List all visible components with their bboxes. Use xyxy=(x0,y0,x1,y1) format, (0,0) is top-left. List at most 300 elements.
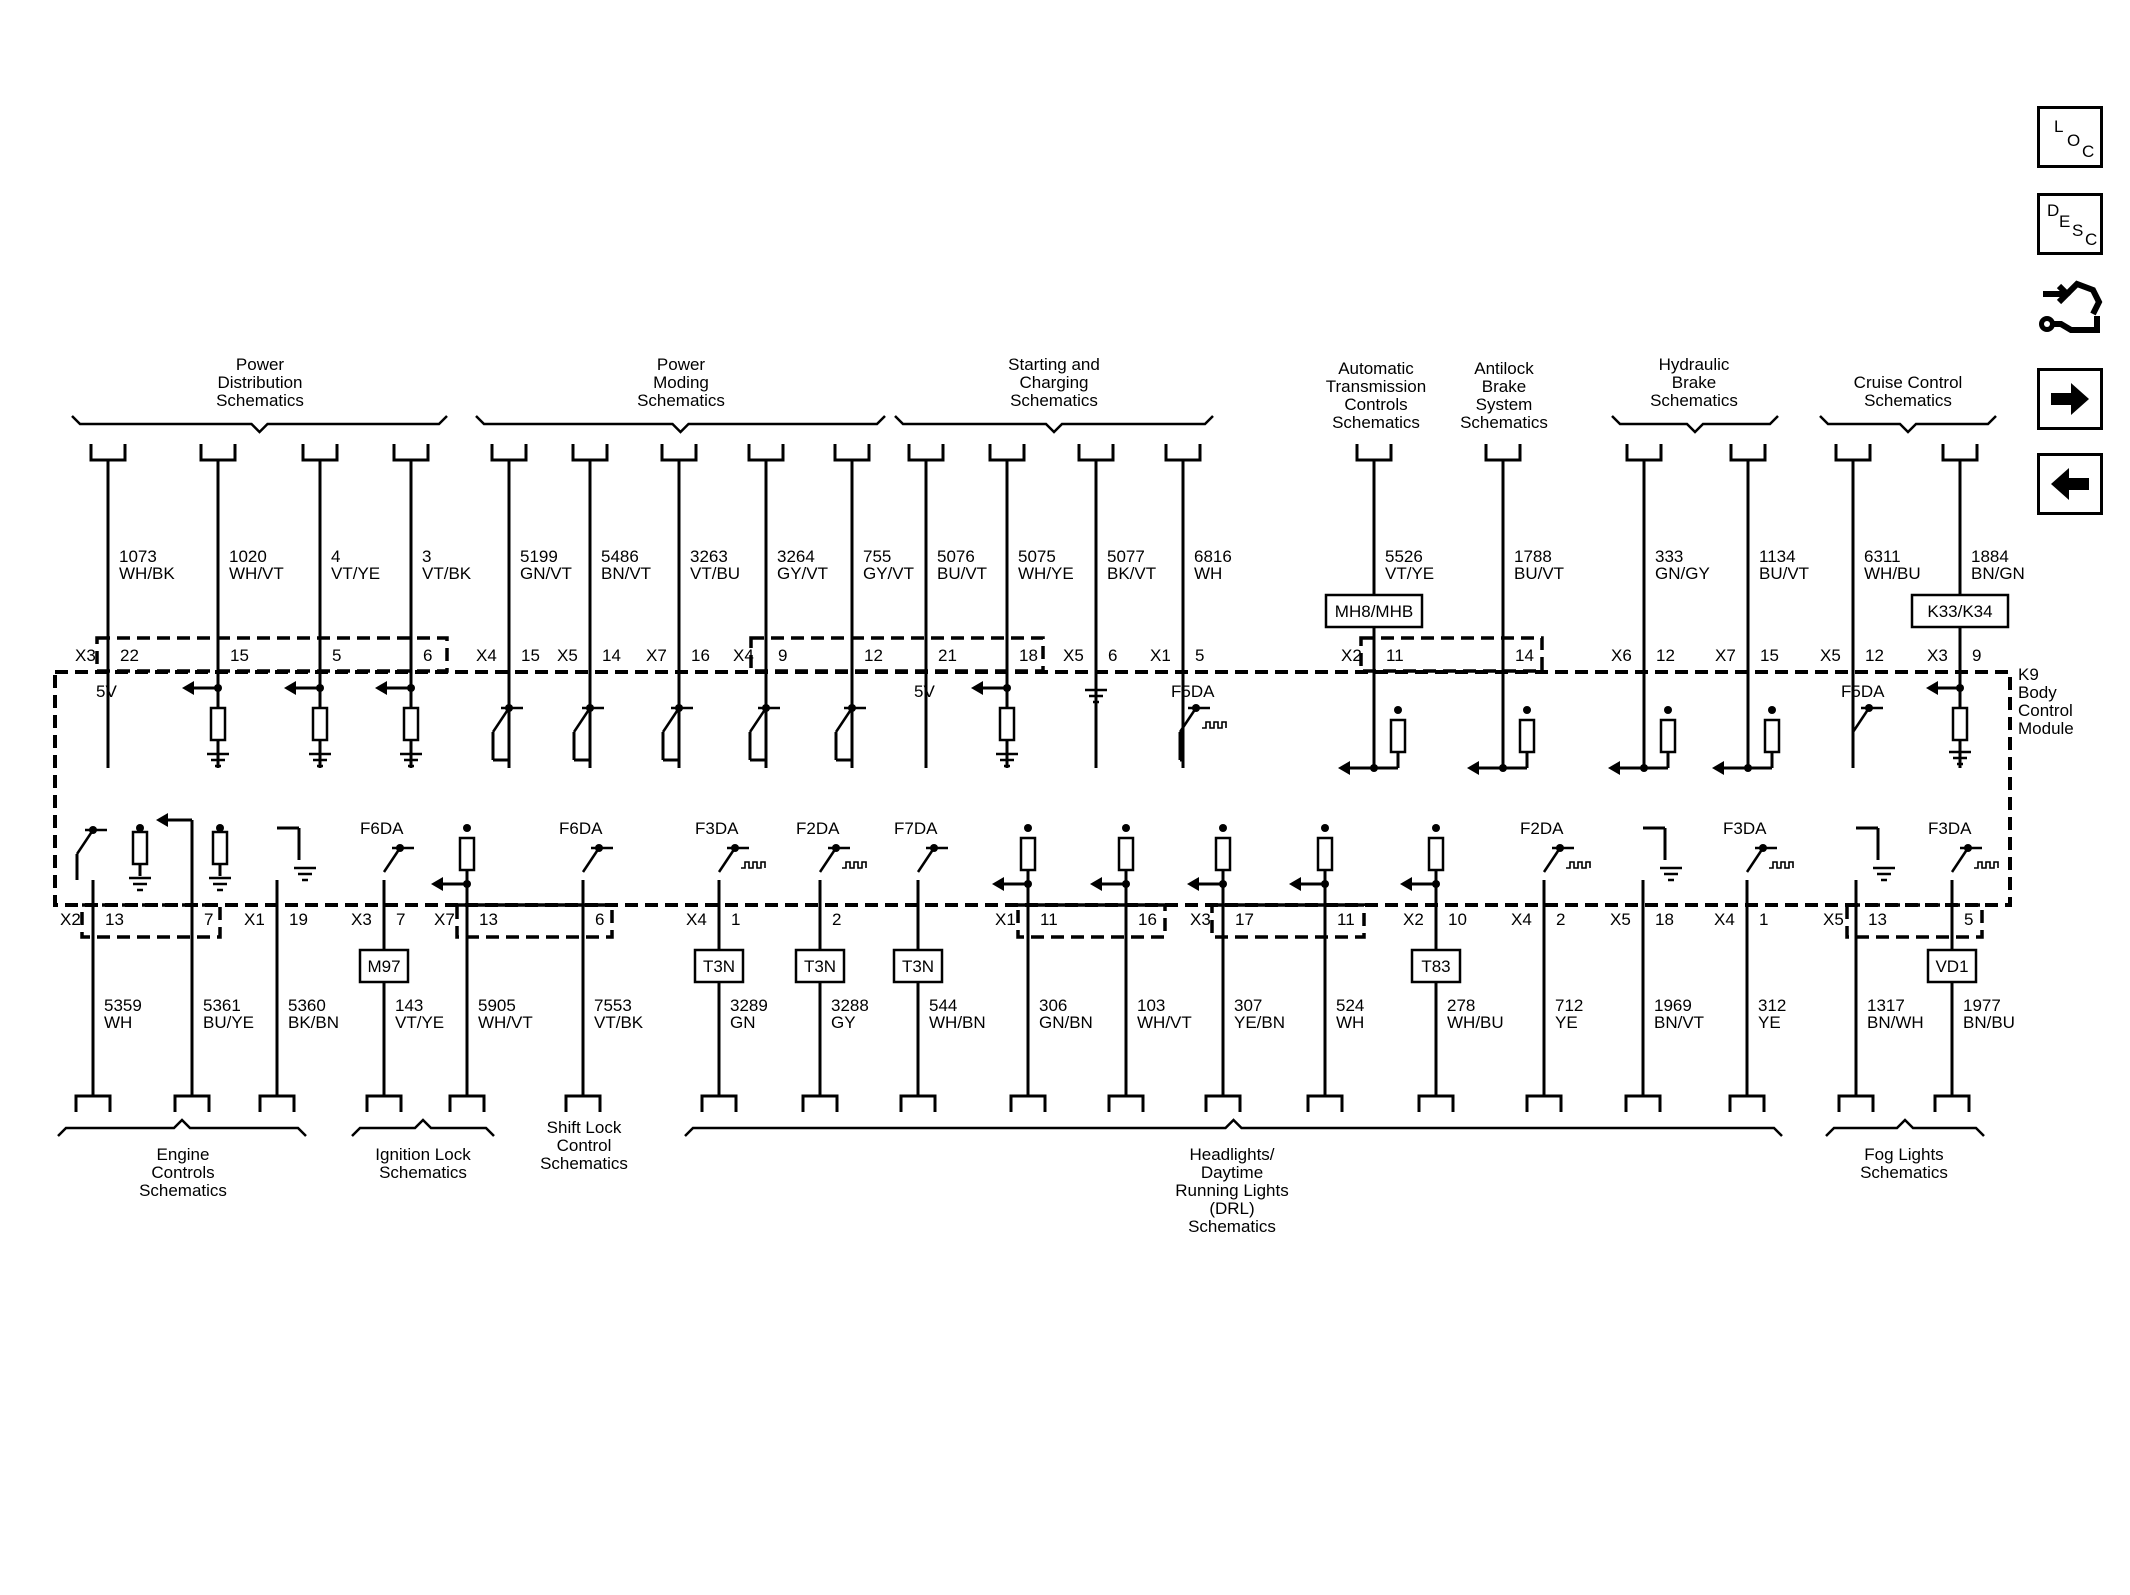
module-name-line: Module xyxy=(2018,719,2074,738)
pin-number: 9 xyxy=(778,646,788,665)
top-connector xyxy=(909,444,943,460)
wire-color-code: BU/VT xyxy=(1759,564,1810,583)
arrow-head xyxy=(182,681,194,695)
group-title-line: Power xyxy=(235,355,285,374)
wire-color-code: YE xyxy=(1758,1013,1781,1032)
group-title-line: Schematics xyxy=(1188,1217,1276,1236)
junction-dot xyxy=(1664,706,1672,714)
wire-color-code: VT/YE xyxy=(395,1013,445,1032)
wire-circuit-number: 6816 xyxy=(1194,547,1232,566)
connector-id: X1 xyxy=(995,910,1016,929)
wire-circuit-number: 4 xyxy=(331,547,341,566)
pin-number: 1 xyxy=(731,910,741,929)
wire-circuit-number: 3 xyxy=(422,547,432,566)
bottom-group-brace xyxy=(352,1120,494,1136)
wire-color-code: WH/VT xyxy=(1137,1013,1192,1032)
switch-blade xyxy=(719,848,735,872)
switch-blade xyxy=(583,848,599,872)
loc-letter: O xyxy=(2067,131,2081,150)
bottom-connector xyxy=(1839,1096,1873,1112)
wire-color-code: GY/VT xyxy=(863,564,915,583)
junction-dot xyxy=(216,824,224,832)
junction-dot xyxy=(1024,824,1032,832)
pin-number: 5 xyxy=(1964,910,1974,929)
circuit-id-label: F3DA xyxy=(1723,819,1767,838)
junction-dot xyxy=(1370,764,1378,772)
group-title-line: Distribution xyxy=(217,373,303,392)
resistor-symbol xyxy=(211,708,225,740)
wire-color-code: WH/VT xyxy=(229,564,284,583)
bottom-connector xyxy=(260,1096,294,1112)
component-box-label: T3N xyxy=(803,957,837,976)
pin-number: 14 xyxy=(1515,646,1534,665)
pin-number: 21 xyxy=(938,646,957,665)
wire-color-code: BN/BU xyxy=(1963,1013,2015,1032)
wire-color-code: WH/VT xyxy=(478,1013,533,1032)
top-connector xyxy=(1486,444,1520,460)
arrow-left-icon xyxy=(2047,464,2093,504)
top-connector xyxy=(990,444,1024,460)
group-title-line: Schematics xyxy=(1860,1163,1948,1182)
switch-blade xyxy=(918,848,934,872)
circuit-id-label: F2DA xyxy=(796,819,840,838)
wire-color-code: VT/YE xyxy=(331,564,381,583)
wire-circuit-number: 143 xyxy=(395,996,424,1015)
wire-color-code: VT/BK xyxy=(594,1013,644,1032)
wire-color-code: GY/VT xyxy=(777,564,829,583)
group-title-line: Daytime xyxy=(1200,1163,1264,1182)
bottom-connector xyxy=(901,1096,935,1112)
pin-number: 9 xyxy=(1972,646,1982,665)
switch-blade xyxy=(750,708,766,732)
bottom-connector xyxy=(1109,1096,1143,1112)
resistor-symbol xyxy=(1765,720,1779,752)
pin-number: 2 xyxy=(1556,910,1566,929)
wire-circuit-number: 5199 xyxy=(520,547,558,566)
arrow-head xyxy=(1400,877,1412,891)
wire-color-code: BN/VT xyxy=(601,564,652,583)
pin-number: 17 xyxy=(1235,910,1254,929)
bottom-connector xyxy=(450,1096,484,1112)
junction-dot xyxy=(1432,824,1440,832)
group-title-line: Schematics xyxy=(1650,391,1738,410)
resistor-symbol xyxy=(460,838,474,870)
top-group-brace xyxy=(895,416,1213,432)
loc-letter: L xyxy=(2054,117,2064,136)
junction-dot xyxy=(1321,824,1329,832)
pin-number: 7 xyxy=(396,910,406,929)
bottom-connector xyxy=(1011,1096,1045,1112)
top-connector xyxy=(662,444,696,460)
group-title-line: Headlights/ xyxy=(1189,1145,1275,1164)
top-group-title xyxy=(1650,355,1738,410)
pin-number: 14 xyxy=(602,646,621,665)
bottom-connector xyxy=(702,1096,736,1112)
group-title-line: Engine xyxy=(156,1145,210,1164)
group-title-line: Schematics xyxy=(1460,413,1548,432)
desc-letter: C xyxy=(2085,230,2098,249)
wire-circuit-number: 6311 xyxy=(1864,547,1901,566)
pwm-symbol xyxy=(1202,722,1226,728)
wire-color-code: BN/WH xyxy=(1867,1013,1924,1032)
wire-circuit-number: 1073 xyxy=(119,547,157,566)
top-connector xyxy=(394,444,428,460)
arrow-head xyxy=(1608,761,1620,775)
arrow-head xyxy=(1712,761,1724,775)
group-title-line: Cruise Control xyxy=(1853,373,1963,392)
top-group-title xyxy=(637,355,725,410)
switch-blade xyxy=(836,708,852,732)
group-title-line: Hydraulic xyxy=(1658,355,1730,374)
top-group-brace xyxy=(1820,416,1996,432)
group-title-line: Schematics xyxy=(1010,391,1098,410)
desc-button[interactable] xyxy=(2037,193,2103,255)
connector-id: X5 xyxy=(1820,646,1841,665)
bottom-group-title xyxy=(139,1145,227,1200)
connector-id: X3 xyxy=(351,910,372,929)
wire-color-code: GN/GY xyxy=(1655,564,1710,583)
voltage-label: 5V xyxy=(914,682,935,701)
arrow-head xyxy=(375,681,387,695)
top-connector xyxy=(835,444,869,460)
circuit-id-label: F3DA xyxy=(695,819,739,838)
junction-dot xyxy=(1640,764,1648,772)
connector-id: X1 xyxy=(1150,646,1171,665)
pin-number: 6 xyxy=(595,910,605,929)
group-title-line: Brake xyxy=(1671,373,1717,392)
connector-id: X5 xyxy=(1610,910,1631,929)
wire-color-code: VT/BU xyxy=(690,564,741,583)
group-title-line: Antilock xyxy=(1474,359,1534,378)
bottom-connector xyxy=(367,1096,401,1112)
top-connector xyxy=(1079,444,1113,460)
arrow-head xyxy=(431,877,443,891)
group-title-line: Charging xyxy=(1019,373,1089,392)
wire-circuit-number: 1884 xyxy=(1971,547,2009,566)
arrow-head xyxy=(1926,681,1938,695)
wire-circuit-number: 3264 xyxy=(777,547,815,566)
wire-circuit-number: 3288 xyxy=(831,996,869,1015)
switch-blade xyxy=(574,708,590,732)
resistor-symbol xyxy=(1520,720,1534,752)
wire-color-code: WH/BU xyxy=(1447,1013,1504,1032)
wire-circuit-number: 524 xyxy=(1336,996,1365,1015)
top-connector xyxy=(303,444,337,460)
resistor-symbol xyxy=(1216,838,1230,870)
bottom-group-title xyxy=(1175,1145,1288,1236)
pin-number: 16 xyxy=(691,646,710,665)
switch-blade xyxy=(663,708,679,732)
top-connector xyxy=(1943,444,1977,460)
pin-number: 6 xyxy=(1108,646,1118,665)
wire-circuit-number: 755 xyxy=(863,547,892,566)
connector-id: X5 xyxy=(557,646,578,665)
top-connector xyxy=(1357,444,1391,460)
top-connector xyxy=(91,444,125,460)
desc-letter: E xyxy=(2059,212,2071,231)
arrow-head xyxy=(284,681,296,695)
switch-blade xyxy=(820,848,836,872)
connector-id: X4 xyxy=(476,646,497,665)
pin-number: 22 xyxy=(120,646,139,665)
wire-circuit-number: 5077 xyxy=(1107,547,1145,566)
resistor-symbol xyxy=(1119,838,1133,870)
bottom-connector xyxy=(1626,1096,1660,1112)
wire-circuit-number: 7553 xyxy=(594,996,632,1015)
switch-blade xyxy=(1544,848,1560,872)
wire-color-code: WH/YE xyxy=(1018,564,1074,583)
group-title-line: Power xyxy=(656,355,706,374)
input-switch xyxy=(583,844,613,872)
group-title-line: System xyxy=(1475,395,1533,414)
group-title-line: Transmission xyxy=(1325,377,1427,396)
connector-id: X2 xyxy=(60,910,81,929)
ground-symbol xyxy=(209,878,231,890)
wire-circuit-number: 1020 xyxy=(229,547,267,566)
pwm-switch xyxy=(1180,704,1226,732)
wire-circuit-number: 312 xyxy=(1758,996,1787,1015)
bottom-connector xyxy=(1935,1096,1969,1112)
group-title-line: Schematics xyxy=(540,1154,628,1173)
circuit-id-label: F5DA xyxy=(1841,682,1885,701)
wire-circuit-number: 5075 xyxy=(1018,547,1056,566)
wire-circuit-number: 5359 xyxy=(104,996,142,1015)
switch-blade xyxy=(77,830,93,854)
arrow-head xyxy=(1090,877,1102,891)
input-switch xyxy=(77,826,107,854)
bottom-connector xyxy=(76,1096,110,1112)
desc-letter: D xyxy=(2047,201,2060,220)
pwm-switch xyxy=(1544,844,1590,872)
connector-id: X3 xyxy=(1927,646,1948,665)
junction-dot xyxy=(1744,764,1752,772)
connector-id: X5 xyxy=(1063,646,1084,665)
connector-id: X4 xyxy=(733,646,754,665)
arrow-head xyxy=(992,877,1004,891)
top-group-title xyxy=(1460,359,1548,432)
switch-blade xyxy=(1952,848,1968,872)
ground-symbol xyxy=(294,868,316,880)
component-box-label: VD1 xyxy=(1935,957,1969,976)
junction-dot xyxy=(1122,824,1130,832)
connector-housing-bottom xyxy=(82,905,220,937)
connector-tool-icon xyxy=(2037,272,2103,342)
pwm-switch xyxy=(1747,844,1793,872)
ground-symbol xyxy=(1873,868,1895,880)
pin-number: 15 xyxy=(1760,646,1779,665)
pin-number: 7 xyxy=(204,910,214,929)
circuit-id-label: F6DA xyxy=(559,819,603,838)
connector-id: X5 xyxy=(1823,910,1844,929)
arrow-head xyxy=(1338,761,1350,775)
resistor-symbol xyxy=(1391,720,1405,752)
bottom-connector xyxy=(1730,1096,1764,1112)
bottom-connector xyxy=(1308,1096,1342,1112)
top-group-brace xyxy=(72,416,447,432)
wire-circuit-number: 307 xyxy=(1234,996,1263,1015)
wire-circuit-number: 1977 xyxy=(1963,996,2001,1015)
junction-dot xyxy=(1219,824,1227,832)
top-group-brace xyxy=(1612,416,1778,432)
resistor-symbol xyxy=(1429,838,1443,870)
wire-color-code: WH/BN xyxy=(929,1013,986,1032)
group-title-line: Fog Lights xyxy=(1864,1145,1944,1164)
resistor-symbol xyxy=(1021,838,1035,870)
group-title-line: Automatic xyxy=(1338,359,1414,378)
wire-color-code: BU/VT xyxy=(937,564,988,583)
wire-circuit-number: 5905 xyxy=(478,996,516,1015)
wire-circuit-number: 5361 xyxy=(203,996,241,1015)
module-name-line: Body xyxy=(2018,683,2057,702)
bottom-connector xyxy=(175,1096,209,1112)
group-title-line: Control xyxy=(556,1136,612,1155)
wire-color-code: BU/YE xyxy=(203,1013,255,1032)
connector-housing-top xyxy=(97,638,447,671)
connector-tool-button[interactable] xyxy=(2037,276,2103,338)
arrow-head xyxy=(1467,761,1479,775)
pwm-switch xyxy=(719,844,765,872)
pin-number: 15 xyxy=(521,646,540,665)
loc-button[interactable] xyxy=(2037,106,2103,168)
pwm-symbol xyxy=(842,862,866,868)
connector-id: X3 xyxy=(1190,910,1211,929)
pin-number: 18 xyxy=(1655,910,1674,929)
bottom-group-title xyxy=(375,1145,471,1182)
pin-number: 13 xyxy=(479,910,498,929)
switch-blade xyxy=(384,848,400,872)
wire-color-code: VT/BK xyxy=(422,564,472,583)
component-box-label: T83 xyxy=(1421,957,1451,976)
wire-circuit-number: 1788 xyxy=(1514,547,1552,566)
top-connector xyxy=(1627,444,1661,460)
module-name: K9 xyxy=(2018,665,2039,684)
wire-circuit-number: 544 xyxy=(929,996,958,1015)
group-title-line: Brake xyxy=(1481,377,1527,396)
wire-color-code: YE/BN xyxy=(1234,1013,1286,1032)
group-title-line: Schematics xyxy=(139,1181,227,1200)
wire-circuit-number: 712 xyxy=(1555,996,1584,1015)
wire-circuit-number: 5360 xyxy=(288,996,326,1015)
group-title-line: Ignition Lock xyxy=(375,1145,471,1164)
pin-number: 19 xyxy=(289,910,308,929)
connector-id: X2 xyxy=(1403,910,1424,929)
wire-circuit-number: 306 xyxy=(1039,996,1068,1015)
group-title-line: Schematics xyxy=(216,391,304,410)
ground-symbol xyxy=(1660,868,1682,880)
pin-number: 12 xyxy=(864,646,883,665)
group-title-line: Schematics xyxy=(379,1163,467,1182)
voltage-label: 5V xyxy=(96,682,117,701)
resistor-symbol xyxy=(313,708,327,740)
wire-color-code: YE xyxy=(1555,1013,1578,1032)
wire-color-code: GY xyxy=(831,1013,856,1032)
pin-number: 15 xyxy=(230,646,249,665)
arrow-head xyxy=(1187,877,1199,891)
wire-circuit-number: 5076 xyxy=(937,547,975,566)
pwm-symbol xyxy=(1974,862,1998,868)
pin-number: 5 xyxy=(1195,646,1205,665)
connector-id: X6 xyxy=(1611,646,1632,665)
wire-color-code: WH/BK xyxy=(119,564,175,583)
top-connector xyxy=(201,444,235,460)
top-group-title xyxy=(1008,355,1100,410)
module-name-line: Control xyxy=(2018,701,2073,720)
wire-circuit-number: 1969 xyxy=(1654,996,1692,1015)
resistor-symbol xyxy=(1000,708,1014,740)
bottom-group-brace xyxy=(685,1120,1782,1136)
bottom-connector xyxy=(1527,1096,1561,1112)
component-box-label: M97 xyxy=(367,957,401,976)
resistor-symbol xyxy=(1318,838,1332,870)
bottom-group-title xyxy=(540,1118,628,1173)
wire-color-code: BK/VT xyxy=(1107,564,1157,583)
wire-color-code: BK/BN xyxy=(288,1013,340,1032)
pwm-symbol xyxy=(1566,862,1590,868)
connector-id: X7 xyxy=(646,646,667,665)
pin-number: 11 xyxy=(1386,646,1404,665)
component-box-label: K33/K34 xyxy=(1927,602,1993,621)
wire-color-code: WH xyxy=(104,1013,133,1032)
top-connector xyxy=(1731,444,1765,460)
resistor-symbol xyxy=(133,832,147,864)
group-title-line: Shift Lock xyxy=(546,1118,622,1137)
group-title-line: Controls xyxy=(151,1163,215,1182)
connector-id: X2 xyxy=(1341,646,1362,665)
input-switch xyxy=(384,844,414,872)
arrow-head xyxy=(1289,877,1301,891)
pin-number: 18 xyxy=(1019,646,1038,665)
wire-circuit-number: 5486 xyxy=(601,547,639,566)
pwm-symbol xyxy=(741,862,765,868)
wire-circuit-number: 333 xyxy=(1655,547,1684,566)
resistor-symbol xyxy=(404,708,418,740)
component-box-label: MH8/MHB xyxy=(1334,602,1414,621)
pwm-symbol xyxy=(1769,862,1793,868)
resistor-symbol xyxy=(1953,708,1967,740)
junction-dot xyxy=(1768,706,1776,714)
bottom-connector xyxy=(803,1096,837,1112)
next-page-button[interactable] xyxy=(2037,368,2103,430)
connector-id: X4 xyxy=(1511,910,1532,929)
wire-color-code: GN xyxy=(730,1013,756,1032)
resistor-symbol xyxy=(213,832,227,864)
top-connector xyxy=(1166,444,1200,460)
pin-number: 6 xyxy=(423,646,433,665)
bottom-group-title xyxy=(1860,1145,1948,1182)
wire-circuit-number: 103 xyxy=(1137,996,1166,1015)
junction-dot xyxy=(463,824,471,832)
pin-number: 13 xyxy=(1868,910,1887,929)
wire-circuit-number: 278 xyxy=(1447,996,1476,1015)
component-box-label: T3N xyxy=(702,957,736,976)
pin-number: 13 xyxy=(105,910,124,929)
top-connector xyxy=(749,444,783,460)
connector-id: X7 xyxy=(1715,646,1736,665)
circuit-id-label: F3DA xyxy=(1928,819,1972,838)
junction-dot xyxy=(1523,706,1531,714)
arrow-right-icon xyxy=(2047,379,2093,419)
pin-number: 12 xyxy=(1656,646,1675,665)
prev-page-button[interactable] xyxy=(2037,453,2103,515)
group-title-line: Moding xyxy=(653,373,709,392)
group-title-line: Controls xyxy=(1344,395,1408,414)
top-connector xyxy=(573,444,607,460)
pin-number: 1 xyxy=(1759,910,1769,929)
switch-blade xyxy=(1747,848,1763,872)
group-title-line: Running Lights xyxy=(1175,1181,1289,1200)
wire-color-code: GN/BN xyxy=(1039,1013,1093,1032)
wire-circuit-number: 1317 xyxy=(1867,996,1905,1015)
